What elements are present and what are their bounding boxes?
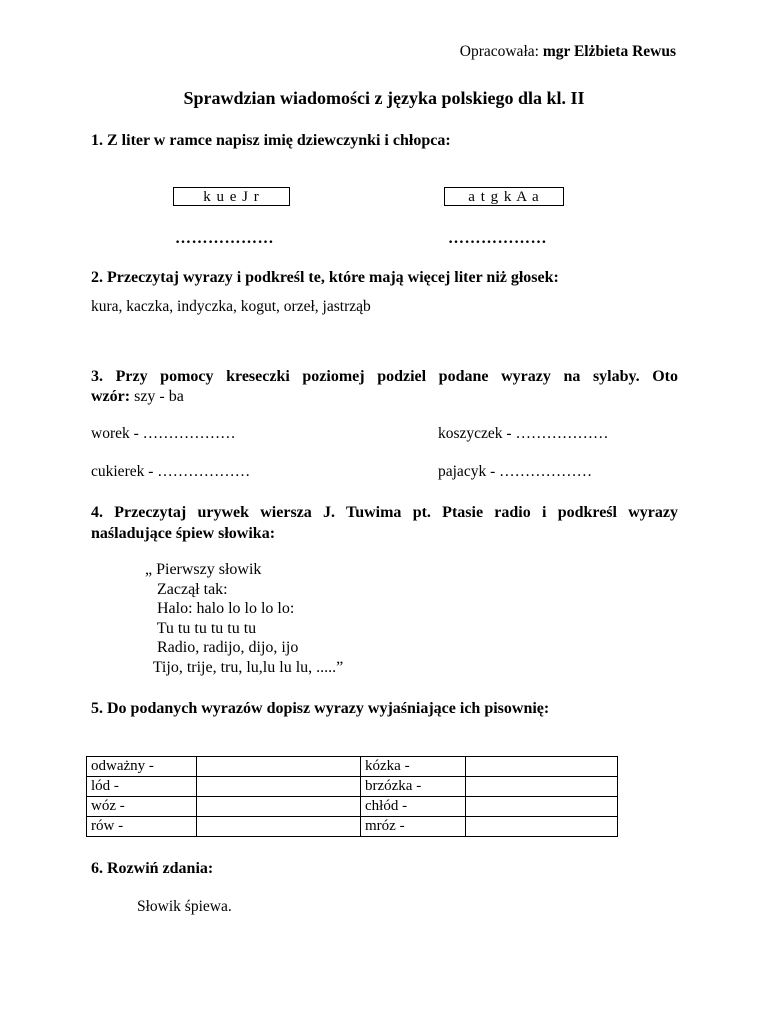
table-cell-word: odważny - — [87, 757, 197, 777]
sentence-to-expand: Słowik śpiewa. — [137, 898, 232, 915]
question-5: 5. Do podanych wyrazów dopisz wyrazy wyjaśniające ich pisownię: — [91, 700, 550, 717]
answer-line-girl: ……………… — [175, 230, 274, 247]
syllable-item-4: pajacyk - ……………… — [438, 463, 593, 480]
question-4-line-2: naśladujące śpiew słowika: — [91, 525, 276, 542]
table-cell-word: kózka - — [361, 757, 466, 777]
author-label: Opracowała: — [459, 43, 539, 60]
table-cell-word: brzózka - — [361, 777, 466, 797]
word-list: kura, kaczka, indyczka, kogut, orzeł, jastrząb — [91, 298, 371, 315]
question-4-line-1: 4. Przeczytaj urywek wiersza J. Tuwima pt. Ptasie radio i podkreśl wyrazy — [91, 504, 678, 521]
table-row — [87, 757, 618, 777]
table-cell-answer[interactable] — [466, 797, 618, 817]
author-name: mgr Elżbieta Rewus — [542, 43, 676, 60]
table-cell-answer[interactable] — [466, 777, 618, 797]
syllable-item-3: cukierek - ……………… — [91, 463, 251, 480]
poem-line: „ Pierwszy słowik — [145, 561, 262, 578]
table-cell-word: lód - — [87, 777, 197, 797]
table-row — [87, 777, 618, 797]
table-cell-word: wóz - — [87, 797, 197, 817]
question-6: 6. Rozwiń zdania: — [91, 860, 214, 877]
syllable-item-2: koszyczek - ……………… — [438, 425, 609, 442]
table-cell-word: chłód - — [361, 797, 466, 817]
poem-excerpt — [145, 560, 343, 677]
poem-line: Tijo, trije, tru, lu,lu lu lu, .....” — [145, 658, 344, 676]
question-3-line-1: 3. Przy pomocy kreseczki poziomej podziel podane wyrazy na sylaby. Oto — [91, 368, 678, 385]
letter-box-girl: k u e J r — [173, 187, 290, 206]
poem-line: Tu tu tu tu tu tu — [145, 619, 257, 637]
example-label: wzór: — [91, 388, 131, 405]
syllable-item-1: worek - ……………… — [91, 425, 236, 442]
table-cell-answer[interactable] — [466, 757, 618, 777]
table-row — [87, 797, 618, 817]
table-cell-answer[interactable] — [197, 817, 361, 837]
spelling-table — [86, 756, 618, 837]
table-cell-word: mróz - — [361, 817, 466, 837]
question-2: 2. Przeczytaj wyrazy i podkreśl te, które mają więcej liter niż głosek: — [91, 269, 559, 286]
question-3-line-2 — [91, 386, 678, 407]
poem-line: Zaczął tak: — [145, 580, 228, 598]
poem-line: Radio, radijo, dijo, ijo — [145, 639, 299, 656]
table-cell-answer[interactable] — [466, 817, 618, 837]
table-cell-word: rów - — [87, 817, 197, 837]
table-cell-answer[interactable] — [197, 777, 361, 797]
table-cell-answer[interactable] — [197, 797, 361, 817]
answer-line-boy: ……………… — [448, 230, 547, 247]
author-line — [460, 43, 676, 61]
example-value: szy - ba — [134, 388, 184, 405]
table-row — [87, 817, 618, 837]
table-cell-answer[interactable] — [197, 757, 361, 777]
document-title: Sprawdzian wiadomości z języka polskiego dla kl. II — [183, 88, 585, 108]
letter-box-boy: a t g k A a — [444, 187, 564, 206]
question-1: 1. Z liter w ramce napisz imię dziewczynki i chłopca: — [91, 132, 451, 149]
poem-line: Halo: halo lo lo lo lo: — [145, 600, 295, 617]
